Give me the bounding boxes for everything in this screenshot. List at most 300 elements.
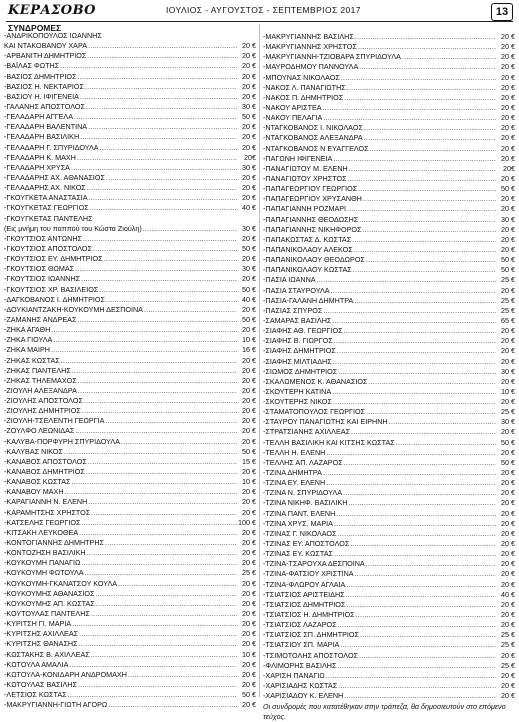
dot-leader [341, 73, 496, 83]
subscription-amount: 20 € [501, 52, 515, 62]
subscription-row [4, 599, 256, 609]
dot-leader [333, 397, 496, 407]
subscription-amount: 20 € [501, 478, 515, 488]
subscription-row [263, 326, 515, 336]
subscriber-name: -ΒΑΣΙΟΣ Η. ΝΕΚΤΑΡΙΟΣ [4, 81, 84, 91]
subscriber-name: -ΖΑΜΑΝΗΣ ΑΝΔΡΕΑΣ [4, 314, 77, 324]
subscription-row [4, 234, 256, 244]
dot-leader [334, 519, 496, 529]
subscription-amount: 20 € [501, 427, 515, 437]
dot-leader [104, 254, 237, 264]
dot-leader [337, 529, 496, 539]
dot-leader [80, 132, 237, 142]
subscriber-name: -ΜΑΥΡΟΔΗΜΟΥ ΠΑΝΝΟΥΛΑ [263, 62, 359, 72]
subscription-amount: 20 € [501, 691, 515, 701]
dot-leader [51, 345, 237, 355]
dot-leader [323, 113, 496, 123]
subscription-row [263, 448, 515, 458]
subscriber-name: -ΖΟΥΛΦΟ ΛΕΩΝΙΔΑΣ [4, 426, 75, 436]
subscriber-name: -ΚΙΤΣΑΚΗ ΛΕΥΚΟΘΕΑ [4, 527, 79, 537]
subscriber-name: -ΚΩΣΤΑΚΗΣ Β. ΑΧΙΛΛΕΑΣ [4, 649, 90, 659]
subscription-row [4, 41, 256, 51]
subscription-amount: 50 € [501, 437, 515, 447]
subscriber-name: -ΚΥΡΙΤΣΗΣ ΘΑΝΑΣΗΣ [4, 639, 78, 649]
dot-leader [347, 204, 496, 214]
dot-leader [99, 285, 237, 295]
subscriber-name: -ΒΑΣΙΟΣ ΔΗΜΗΤΡΙΟΣ [4, 71, 77, 81]
dot-leader [340, 640, 496, 650]
subscription-row [263, 255, 515, 265]
subscriber-name: -ΠΑΓΩΝΗ ΙΦΙΓΕΝΕΙΑ [263, 153, 333, 163]
subscription-row [4, 143, 256, 153]
dot-leader [121, 437, 237, 447]
subscriber-name: -ΚΟΥΚΟΥΜΗΣ ΑΘΑΝΑΣΙΟΣ [4, 588, 95, 598]
subscriber-name: -ΝΑΚΟΥ ΑΡΙΣΤΕΑ [263, 102, 322, 112]
subscription-amount: 20 € [242, 91, 256, 101]
subscriber-name: -ΚΟΥΚΟΥΜΗ-ΓΚΑΝΑΤΣΟΥ ΚΟΥΛΑ [4, 578, 118, 588]
subscriber-name: -ΜΑΚΡΥΓΙΑΝΝΗΣ ΒΑΣΙΛΗΣ [263, 32, 354, 41]
subscriber-name: -ΝΑΚΟΣ Π. ΔΗΜΗΤΡΙΟΣ [263, 92, 344, 102]
subscription-amount: 20 € [501, 559, 515, 569]
dot-leader [75, 426, 237, 436]
subscription-amount: 50 € [242, 446, 256, 456]
subscriber-name: -ΤΖΙΝΑ ΔΗΜΗΤΡΑ [263, 468, 322, 478]
subscriber-name: -ΠΑΣΙΑ-ΓΑΛΑΝΗ ΔΗΜΗΤΡΑ [263, 295, 354, 305]
subscriber-name: -ΤΖΙΝΑΣ ΕΥ. ΚΩΣΤΑΣ [263, 549, 333, 559]
dot-leader [88, 457, 237, 467]
subscriber-name: -ΓΕΛΑΔΑΡΗΣ ΑΧ. ΑΘΑΝΑΣΙΟΣ [4, 172, 105, 182]
subscriber-name: -ΚΩΤΟΥΛΑ-ΚΟΝΙΔΑΡΗ ΑΝΔΡΟΜΑΧΗ [4, 669, 127, 679]
subscriber-name: -ΠΑΠΑΓΙΑΝΝΗΣ ΝΙΚΗΦΟΡΟΣ [263, 224, 362, 234]
subscription-row [263, 123, 515, 133]
dot-leader [366, 559, 496, 569]
subscription-amount: 20 € [501, 123, 515, 133]
subscription-amount: 20 € [242, 375, 256, 385]
dot-leader [354, 245, 496, 255]
subscription-row [4, 670, 256, 680]
subscription-row [263, 661, 515, 671]
subscription-row [263, 286, 515, 296]
dot-leader [88, 41, 237, 51]
dot-leader [356, 610, 496, 620]
subscriber-name: -ΜΠΟΥΝΑΣ ΝΙΚΟΛΑΟΣ [263, 72, 340, 82]
subscription-amount: 20 € [501, 650, 515, 660]
subscriber-name: -ΓΚΟΥΓΚΕΤΑ ΑΝΑΣΤΑΣΙΑ [4, 193, 88, 203]
subscriber-name: -ΔΑΓΚΟΒΑΝΟΣ Ι. ΔΗΜΗΤΡΙΟΣ [4, 294, 105, 304]
subscriber-name: -ΖΙΟΥΛΗ ΑΛΕΞΑΝΔΡΑ [4, 385, 77, 395]
subscription-row [263, 296, 515, 306]
subscription-row [263, 316, 515, 326]
dot-leader [105, 538, 237, 548]
subscription-row [4, 92, 256, 102]
subscription-amount: 20€ [244, 152, 256, 162]
dot-leader [89, 193, 237, 203]
subscription-row [4, 467, 256, 477]
subscriber-name: -ΧΑΡΙΣΗ ΠΑΝΑΓΙΩ [263, 670, 325, 680]
subscription-row [263, 417, 515, 427]
subscription-row [263, 438, 515, 448]
subscription-row [4, 112, 256, 122]
subscription-amount: 20 € [242, 700, 256, 710]
subscriber-name: -ΖΗΚΑΣ ΤΗΛΕΜΑΧΟΣ [4, 375, 77, 385]
subscriber-name: -ΤΣΙΑΤΣΙΟΣ Η. ΔΗΜΗΤΡΙΟΣ [263, 610, 355, 620]
dot-leader [78, 680, 237, 690]
subscriber-name: -ΜΑΚΡΥΓΙΑΝΝΗΣ ΧΡΗΣΤΟΣ [263, 42, 357, 52]
dot-leader [364, 133, 496, 143]
dot-leader [317, 275, 496, 285]
subscription-amount: 20 € [242, 659, 256, 669]
subscriber-name: -ΤΖΙΝΑ ΧΡΥΣ. ΜΑΡΙΑ [263, 518, 333, 528]
dot-leader [362, 225, 496, 235]
subscription-row [4, 214, 256, 224]
dot-leader [363, 194, 496, 204]
subscriber-name: -ΖΗΚΑ ΜΑΙΡΗ [4, 345, 50, 355]
subscription-row [4, 396, 256, 406]
dot-leader [80, 92, 237, 102]
dot-leader [323, 306, 496, 316]
subscription-amount: 20 € [242, 406, 256, 416]
dot-leader [334, 336, 496, 346]
subscriber-name: -ΚΑΝΑΒΟΣ ΚΩΣΤΑΣ [4, 477, 71, 487]
dot-leader [72, 477, 238, 487]
subscription-amount: 50 € [501, 255, 515, 265]
subscription-amount: 65 € [501, 315, 515, 325]
subscription-amount: 20 € [501, 143, 515, 153]
subscription-amount: 20 € [501, 92, 515, 102]
dot-leader [332, 316, 496, 326]
subscription-amount: 25 € [242, 568, 256, 578]
subscriber-name: -ΑΡΒΑΝΙΤΗ ΔΗΜΗΤΡΙΟΣ [4, 51, 87, 61]
subscriber-name: -ΓΕΛΑΔΑΡΗ ΒΑΛΕΝΤΙΝΑ [4, 122, 88, 132]
dot-leader [65, 487, 237, 497]
subscription-row [263, 539, 515, 549]
subscriber-name: -ΣΚΑΛΩΜΕΝΟΣ Κ. ΑΘΑΝΑΣΙΟΣ [263, 376, 368, 386]
subscriber-name: -ΤΣΙΑΤΣΙΟΣ ΑΡΙΣΤΕΙΔΗΣ [263, 589, 345, 599]
page-number: 13 [491, 3, 513, 21]
dot-leader [354, 296, 496, 306]
dot-leader [348, 174, 497, 184]
dot-leader [346, 590, 496, 600]
subscription-row [4, 457, 256, 467]
dot-leader [323, 468, 496, 478]
subscription-amount: 20 € [501, 549, 515, 559]
subscription-amount: 50 € [501, 184, 515, 194]
header-divider [6, 21, 513, 22]
subscriber-name: -ΚΟΥΤΟΥΛΑΣ ΠΑΝΤΕΛΗΣ [4, 609, 90, 619]
subscriber-name: -ΚΩΤΟΥΛΑΣ ΒΑΣΙΛΗΣ [4, 680, 77, 689]
subscription-row [4, 61, 256, 71]
subscription-amount: 20 € [242, 436, 256, 446]
subscription-amount: 20 € [242, 193, 256, 203]
subscription-row [263, 580, 515, 590]
subscription-amount: 20 € [242, 507, 256, 517]
subscriber-name: -ΖΙΟΥΛΗΣ ΑΠΟΣΤΟΛΟΣ [4, 396, 83, 406]
subscription-row [4, 153, 256, 163]
subscription-amount: 30 € [501, 366, 515, 376]
subscription-amount: 20 € [242, 609, 256, 619]
dot-leader [353, 265, 496, 275]
subscriber-name: -ΚΟΥΚΟΥΜΗ ΦΩΤΟΥΛΑ [4, 568, 84, 578]
masthead [6, 3, 513, 20]
subscription-amount: 20 € [501, 153, 515, 163]
subscription-row [263, 559, 515, 569]
dot-leader [370, 144, 496, 154]
dot-leader [334, 549, 496, 559]
subscriber-name: -ΣΑΜΑΡΑΣ ΒΑΣΙΛΗΣ [263, 315, 332, 325]
dot-leader [360, 630, 496, 640]
dot-leader [91, 508, 237, 518]
subscriber-name: -ΚΑΝΑΒΟΣ ΑΠΟΣΤΟΛΟΣ [4, 456, 87, 466]
subscription-row [4, 609, 256, 619]
dot-leader [128, 670, 237, 680]
dot-leader [352, 235, 496, 245]
subscriber-name: -ΣΤΡΑΤΣΙΑΝΗΣ ΑΧΙΛΛΕΑΣ [263, 427, 351, 437]
subscription-row [263, 164, 515, 174]
subscription-row [4, 366, 256, 376]
subscription-row [263, 427, 515, 437]
dot-leader [323, 103, 496, 113]
subscriber-name: -ΚΑΝΑΒΟΥ ΜΑΧΗ [4, 487, 64, 497]
subscriber-name: -ΖΗΚΑ ΓΙΟΥΛΑ [4, 335, 53, 345]
subscription-amount: 20 € [242, 588, 256, 598]
subscription-row [4, 51, 256, 61]
subscriber-name: -ΓΚΟΥΤΣΙΟΣ ΕΥ. ΔΗΜΗΤΡΙΟΣ [4, 254, 103, 264]
subscription-amount: 20 € [501, 447, 515, 457]
dot-leader [68, 690, 237, 700]
subscriber-name: -ΖΙΟΥΛΗΣ ΔΗΜΗΤΡΙΟΣ [4, 406, 81, 416]
subscription-amount: 16 € [242, 345, 256, 355]
subscriber-name: -ΖΗΚΑ ΑΓΑΘΗ [4, 325, 51, 335]
dot-leader [332, 387, 496, 397]
subscription-amount: 20 € [242, 61, 256, 71]
subscription-row [4, 132, 256, 142]
subscriber-name: -ΓΕΛΑΔΑΡΗ Γ. ΣΠΥΡΙΔΟΥΛΑ [4, 142, 99, 152]
subscriber-name: -ΓΕΛΑΔΑΡΗ ΑΓΓΕΛΑ [4, 112, 74, 122]
dot-leader [358, 42, 496, 52]
subscription-amount: 20 € [501, 599, 515, 609]
subscriber-name: -ΣΤΑΜΑΤΟΠΟΥΛΟΣ ΓΕΩΡΓΙΟΣ [263, 407, 365, 417]
subscription-row [263, 671, 515, 681]
dot-leader [347, 83, 496, 93]
subscription-row [263, 204, 515, 214]
subscriber-name: -ΤΕΛΛΗ Η. ΕΛΕΝΗ [263, 447, 326, 457]
subscription-amount: 50 € [501, 457, 515, 467]
subscription-row [4, 437, 256, 447]
subscription-amount: 20 € [242, 41, 256, 51]
subscription-amount: 20 € [242, 325, 256, 335]
subscription-amount: 20 € [242, 274, 256, 284]
subscriber-name: -ΖΙΟΥΛΗ-ΤΣΕΛΕΝΤΗ ΓΕΩΡΓΙΑ [4, 416, 105, 426]
subscription-amount: 20 € [242, 467, 256, 477]
subscription-row [4, 700, 256, 710]
subscriber-name: -ΠΑΝΑΓΙΩΤΟΥ ΧΡΗΣΤΟΣ [263, 173, 347, 183]
subscriber-name: -ΚΟΝΤΟΖΗΣΗ ΒΑΣΙΛΙΚΗ [4, 548, 86, 558]
dot-leader [349, 164, 496, 174]
subscriber-name: -ΤΖΙΝΑ ΝΙΚΗΦ. ΒΑΣΙΛΙΚΗ [263, 498, 348, 508]
dot-leader [344, 326, 496, 336]
subscription-row [263, 346, 515, 356]
dot-leader [85, 82, 237, 92]
subscriber-name: -ΓΚΟΥΤΣΙΟΣ ΙΩΑΝΝΗΣ [4, 274, 81, 284]
subscription-row [4, 589, 256, 599]
dot-leader [88, 122, 237, 132]
subscription-amount: 20 € [242, 527, 256, 537]
subscription-row [4, 254, 256, 264]
dot-leader [359, 215, 496, 225]
subscription-amount: 25 € [501, 660, 515, 670]
subscription-amount: 20 € [242, 396, 256, 406]
dot-leader [64, 447, 237, 457]
subscription-row [263, 549, 515, 559]
dot-leader [368, 377, 496, 387]
subscription-amount: 25 € [501, 640, 515, 650]
dot-leader [346, 600, 496, 610]
subscriber-name: -ΜΑΚΡΥΓΙΑΝΝΗ-ΤΖΙΟΒΑΡΑ ΣΠΥΡΙΔΟΥΛΑ [263, 52, 401, 62]
section-heading: ΣΥΝΔΡΟΜΕΣ [8, 23, 62, 33]
subscriber-name: ΚΑΙ ΝΤΑΚΟΒΑΝΟΥ ΧΑΡΑ [4, 41, 88, 51]
subscription-row [263, 569, 515, 579]
subscription-amount: 20 € [242, 487, 256, 497]
subscription-amount: 20 € [501, 397, 515, 407]
subscription-amount: 20 € [501, 498, 515, 508]
subscription-amount: 20 € [501, 346, 515, 356]
subscription-row [263, 113, 515, 123]
right-column [263, 32, 515, 722]
dot-leader [79, 639, 237, 649]
subscriber-name: -ΣΙΑΦΗΣ Β. ΓΙΩΡΓΟΣ [263, 336, 333, 346]
subscription-row [4, 295, 256, 305]
subscriber-name: -ΒΑΣΙΟΥ Η. ΙΦΙΓΕΝΕΙΑ [4, 91, 79, 101]
subscription-row [4, 548, 256, 558]
subscription-row [4, 183, 256, 193]
subscription-amount: 20 € [501, 356, 515, 366]
dot-leader [338, 681, 496, 691]
subscriber-name: -ΣΙΩΜΟΣ ΔΗΜΗΤΡΙΟΣ [263, 366, 338, 376]
dot-leader [81, 518, 237, 528]
subscription-amount: 20 € [242, 558, 256, 568]
subscriber-name: -ΣΚΟΥΤΕΡΗΣ ΝΙΚΟΣ [263, 397, 332, 407]
subscriber-name: -ΣΙΑΦΗΣ ΑΘ. ΓΕΩΡΓΙΟΣ [263, 326, 343, 336]
subscription-row [4, 102, 256, 112]
subscription-amount: 20 € [501, 539, 515, 549]
subscription-amount: 20 € [242, 598, 256, 608]
subscriber-name: -ΚΑΛΥΒΑΣ ΝΙΚΟΣ [4, 446, 63, 456]
subscription-amount: 20 € [501, 194, 515, 204]
dot-leader [106, 173, 237, 183]
dot-leader [60, 61, 237, 71]
dot-leader [364, 123, 496, 133]
subscription-amount: 10 € [501, 386, 515, 396]
subscription-amount: 30 € [501, 214, 515, 224]
subscription-row [263, 498, 515, 508]
subscriber-name: -ΝΑΚΟΥ ΠΕΛΑΓΙΑ [263, 113, 323, 123]
dot-leader [84, 396, 237, 406]
subscriber-name: -ΤΣΙΜΟΤΟΛΗΣ ΑΠΟΣΤΟΛΟΣ [263, 650, 358, 660]
dot-leader [82, 406, 237, 416]
subscriber-name: -ΠΑΠΑΝΙΚΟΛΑΟΥ ΑΛΕΚΟΣ [263, 244, 353, 254]
subscription-row [263, 488, 515, 498]
dot-leader [336, 509, 496, 519]
subscription-row [4, 680, 256, 690]
subscription-row [4, 386, 256, 396]
subscription-amount: 20 € [242, 497, 256, 507]
subscription-row [4, 264, 256, 274]
subscription-row [263, 42, 515, 52]
dot-leader [91, 650, 237, 660]
subscriber-name: -ΚΟΥΚΟΥΜΗΣ ΑΠ. ΚΩΣΤΑΣ [4, 598, 95, 608]
dot-leader [81, 274, 237, 284]
subscription-amount: 10 € [242, 649, 256, 659]
subscription-row [4, 639, 256, 649]
subscription-amount: 50 € [501, 265, 515, 275]
subscription-amount: 25 € [501, 295, 515, 305]
subscriber-name: -ΚΑΡΑΓΙΑΝΝΗ Ν. ΕΛΕΝΗ [4, 497, 88, 507]
subscription-row [263, 235, 515, 245]
subscriber-name: -ΤΖΙΝΑ ΕΥ. ΕΛΕΝΗ [263, 478, 326, 488]
subscription-row [4, 173, 256, 183]
subscriber-name: -ΤΣΙΑΤΣΙΟΣ ΛΑΖΑΡΟΣ [263, 620, 337, 630]
subscriber-name: -ΚΑΛΥΒΑ-ΠΟΡΦΥΡΗ ΣΠΥΡΙΔΟΥΛΑ [4, 436, 120, 446]
subscriber-name: -ΤΖΙΝΑ ΠΑΝΤ. ΕΛΕΝΗ [263, 508, 336, 518]
subscription-amount: 20 € [242, 578, 256, 588]
dot-leader [77, 153, 237, 163]
subscription-amount: 20 € [501, 32, 515, 41]
dot-leader [85, 568, 237, 578]
subscription-amount: 20 € [242, 254, 256, 264]
subscription-amount: 20 € [242, 538, 256, 548]
dot-leader [355, 32, 496, 42]
subscription-amount: 20 € [242, 71, 256, 81]
column-divider [259, 24, 260, 697]
dot-leader [333, 154, 496, 164]
dot-leader [96, 599, 237, 609]
subscription-row [4, 447, 256, 457]
dot-leader [350, 539, 496, 549]
subscription-row [4, 619, 256, 629]
dot-leader [95, 589, 237, 599]
subscription-row [4, 406, 256, 416]
subscription-amount: 20 € [242, 548, 256, 558]
subscription-row [4, 558, 256, 568]
dot-leader [402, 52, 496, 62]
subscription-row [4, 660, 256, 670]
dot-leader [69, 660, 237, 670]
subscription-row [4, 497, 256, 507]
subscription-row [263, 144, 515, 154]
subscriber-name: -ΓΚΟΥΤΣΙΟΣ ΑΝΤΩΝΗΣ [4, 233, 82, 243]
subscription-amount: 20 € [501, 528, 515, 538]
subscriber-name: -ΚΑΤΣΕΛΗΣ ΓΕΩΡΓΙΟΣ [4, 517, 81, 527]
dot-leader [87, 51, 237, 61]
issue-date: ΙΟΥΛΙΟΣ - ΑΥΓΟΥΣΤΟΣ - ΣΕΠΤΕΜΒΡΙΟΣ 2017 [166, 5, 361, 15]
subscription-amount: 20 € [501, 620, 515, 630]
dot-leader [77, 72, 237, 82]
subscription-row [4, 305, 256, 315]
dot-leader [74, 112, 237, 122]
subscription-amount: 20 € [501, 72, 515, 82]
dot-leader [105, 416, 237, 426]
subscription-row [4, 508, 256, 518]
subscription-row [263, 32, 515, 42]
subscription-amount: 20 € [242, 81, 256, 91]
dot-leader [144, 305, 237, 315]
subscription-row [4, 650, 256, 660]
dot-leader [333, 357, 496, 367]
subscription-row [4, 224, 256, 234]
subscriber-name: -ΤΖΙΝΑΣ Γ. ΝΙΚΟΛΑΟΣ [263, 528, 337, 538]
dot-leader [358, 184, 496, 194]
subscription-amount: 20 € [242, 365, 256, 375]
